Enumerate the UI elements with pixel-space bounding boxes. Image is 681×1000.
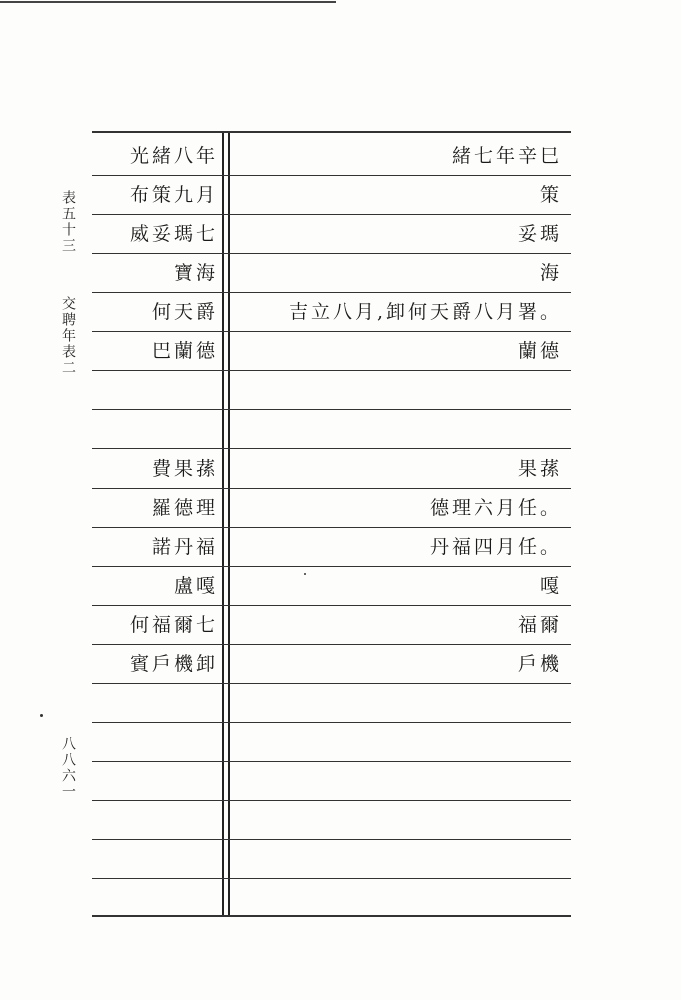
column-divider-right <box>228 131 230 916</box>
left-cell: 賓戶機卸 <box>129 653 218 675</box>
left-cell: 盧嘎 <box>173 575 218 597</box>
left-cell: 諾丹福 <box>151 536 218 558</box>
left-cell <box>96 410 218 448</box>
table-top-rule <box>92 131 571 133</box>
right-cell: 吉立八月,卸何天爵八月署。 <box>288 301 562 323</box>
left-cell: 威妥瑪七 <box>129 223 218 245</box>
table-bottom-rule <box>92 915 571 917</box>
row-rule <box>92 839 571 840</box>
scan-mark <box>304 573 306 575</box>
left-cell: 何福爾七 <box>129 614 218 636</box>
left-cell: 布策九月 <box>129 184 218 206</box>
right-cell <box>236 371 562 409</box>
left-cell: 何天爵 <box>151 301 218 323</box>
left-cell <box>96 371 218 409</box>
right-cell: 蘭德 <box>517 340 562 362</box>
column-divider-left <box>222 131 224 916</box>
left-cell: 光緒八年 <box>129 145 218 167</box>
left-cell: 寶海 <box>173 262 218 284</box>
row-rule <box>92 761 571 762</box>
row-rule <box>92 878 571 879</box>
right-cell: 德理六月任。 <box>429 497 562 519</box>
row-rule <box>92 800 571 801</box>
right-cell: 嘎 <box>539 575 562 597</box>
row-rule <box>92 683 571 684</box>
right-cell: 妥瑪 <box>517 223 562 245</box>
right-cell: 果蓀 <box>517 458 562 480</box>
row-rule <box>92 722 571 723</box>
right-cell: 戶機 <box>517 653 562 675</box>
table-title-label: 交聘年表二 <box>60 296 76 376</box>
left-cell: 費果蓀 <box>151 458 218 480</box>
left-cell: 巴蘭德 <box>151 340 218 362</box>
right-cell: 緒七年辛巳 <box>451 145 562 167</box>
scan-mark <box>40 714 43 717</box>
row-rule <box>92 448 571 449</box>
right-cell <box>236 410 562 448</box>
page-top-rule <box>0 1 336 3</box>
right-cell: 丹福四月任。 <box>429 536 562 558</box>
left-cell: 羅德理 <box>151 497 218 519</box>
right-cell: 福爾 <box>517 614 562 636</box>
right-cell: 策 <box>539 184 562 206</box>
page-number: 八八六一 <box>60 736 76 800</box>
right-cell: 海 <box>539 262 562 284</box>
table-number-label: 表五十三 <box>60 190 76 254</box>
